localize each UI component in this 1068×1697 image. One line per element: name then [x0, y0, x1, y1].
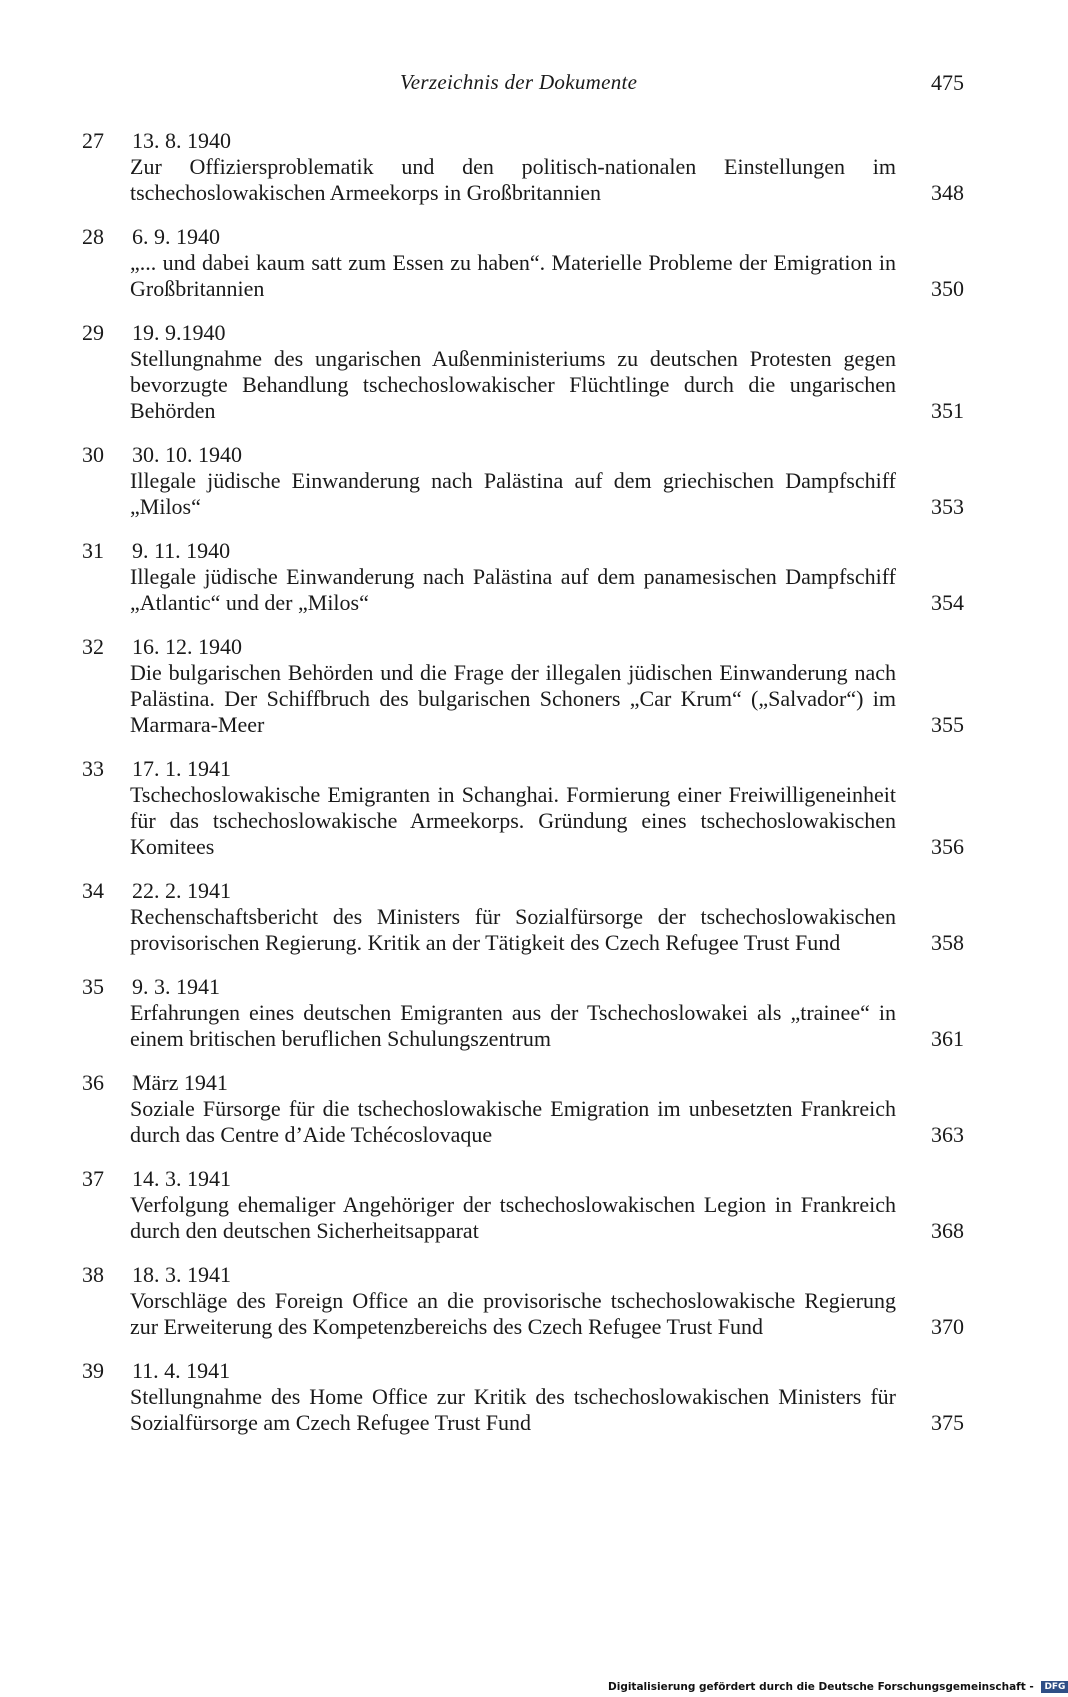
list-item — [0, 974, 1000, 1052]
entry-page: 351 — [931, 398, 964, 423]
entry-number: 37 — [82, 1166, 104, 1191]
entry-number: 31 — [82, 538, 104, 563]
entry-page: 354 — [931, 590, 964, 615]
running-head — [0, 70, 1000, 100]
list-item — [0, 756, 1000, 860]
entry-number: 38 — [82, 1262, 104, 1287]
entry-title: Die bulgarischen Behörden und die Frage der illegalen jüdischen Einwanderung nach Palästina. Der Schiffbruch des bulgarischen Schoners „Car Krum“ („Salvador“) im Marmara-Meer — [130, 660, 896, 737]
list-item — [0, 128, 1000, 206]
entry-page: 375 — [931, 1410, 964, 1435]
entry-date: 17. 1. 1941 — [132, 756, 231, 781]
entry-title: Soziale Fürsorge für die tschechoslowakische Emigration im unbesetzten Frankreich durch das Centre d’Aide Tchécoslovaque — [130, 1096, 896, 1147]
entry-title: Rechenschaftsbericht des Ministers für Sozialfürsorge der tschechoslowakischen provisorischen Regierung. Kritik an der Tätigkeit des Czech Refugee Trust Fund — [130, 904, 896, 955]
list-item — [0, 538, 1000, 616]
entry-date: 19. 9.1940 — [132, 320, 226, 345]
entry-page: 370 — [931, 1314, 964, 1339]
entry-page: 348 — [931, 180, 964, 205]
entry-number: 30 — [82, 442, 104, 467]
entry-page: 350 — [931, 276, 964, 301]
entry-page: 355 — [931, 712, 964, 737]
footer — [608, 1681, 1068, 1693]
entry-number: 29 — [82, 320, 104, 345]
entry-number: 28 — [82, 224, 104, 249]
entry-date: 13. 8. 1940 — [132, 128, 231, 153]
entry-title: Stellungnahme des Home Office zur Kritik des tschechoslowakischen Ministers für Sozialfürsorge am Czech Refugee Trust Fund — [130, 1384, 896, 1435]
entry-date: 9. 11. 1940 — [132, 538, 231, 563]
list-item — [0, 1262, 1000, 1340]
entry-date: 14. 3. 1941 — [132, 1166, 231, 1191]
page-number: 475 — [931, 70, 964, 95]
entry-date: 30. 10. 1940 — [132, 442, 242, 467]
entry-page: 353 — [931, 494, 964, 519]
list-item — [0, 224, 1000, 302]
list-item — [0, 442, 1000, 520]
list-item — [0, 320, 1000, 424]
running-title: Verzeichnis der Dokumente — [400, 70, 638, 94]
entry-title: Illegale jüdische Einwanderung nach Palästina auf dem panamesischen Dampfschiff „Atlantic“ und der „Milos“ — [130, 564, 896, 615]
entry-page: 361 — [931, 1026, 964, 1051]
entry-page: 356 — [931, 834, 964, 859]
entry-date: 9. 3. 1941 — [132, 974, 220, 999]
entry-number: 36 — [82, 1070, 104, 1095]
entry-number: 34 — [82, 878, 104, 903]
entry-number: 33 — [82, 756, 104, 781]
entry-date: 18. 3. 1941 — [132, 1262, 231, 1287]
entry-title: „... und dabei kaum satt zum Essen zu haben“. Materielle Probleme der Emigration in Großbritannien — [130, 250, 896, 301]
document-list — [0, 128, 1000, 1454]
entry-title: Verfolgung ehemaliger Angehöriger der tschechoslowakischen Legion in Frankreich durch den deutschen Sicherheitsapparat — [130, 1192, 896, 1243]
entry-title: Zur Offiziersproblematik und den politisch-nationalen Einstellungen im tschechoslowakischen Armeekorps in Großbritannien — [130, 154, 896, 205]
entry-page: 368 — [931, 1218, 964, 1243]
entry-title: Illegale jüdische Einwanderung nach Palästina auf dem griechischen Dampfschiff „Milos“ — [130, 468, 896, 519]
entry-number: 32 — [82, 634, 104, 659]
entry-date: März 1941 — [132, 1070, 228, 1095]
entry-date: 11. 4. 1941 — [132, 1358, 231, 1383]
entry-page: 363 — [931, 1122, 964, 1147]
entry-page: 358 — [931, 930, 964, 955]
entry-date: 6. 9. 1940 — [132, 224, 220, 249]
entry-date: 16. 12. 1940 — [132, 634, 242, 659]
dfg-logo-icon: DFG — [1041, 1681, 1068, 1693]
entry-title: Stellungnahme des ungarischen Außenministeriums zu deutschen Protesten gegen bevorzugte Behandlung tschechoslowakischer Flüchtlinge durch die ungarischen Behörden — [130, 346, 896, 423]
list-item — [0, 878, 1000, 956]
list-item — [0, 1166, 1000, 1244]
list-item — [0, 634, 1000, 738]
entry-number: 39 — [82, 1358, 104, 1383]
entry-title: Vorschläge des Foreign Office an die provisorische tschechoslowakische Regierung zur Erweiterung des Kompetenzbereichs des Czech Refugee Trust Fund — [130, 1288, 896, 1339]
list-item — [0, 1070, 1000, 1148]
entry-number: 27 — [82, 128, 104, 153]
entry-number: 35 — [82, 974, 104, 999]
list-item — [0, 1358, 1000, 1436]
entry-date: 22. 2. 1941 — [132, 878, 231, 903]
footer-text: Digitalisierung gefördert durch die Deutsche Forschungsgemeinschaft - — [608, 1681, 1034, 1693]
entry-title: Erfahrungen eines deutschen Emigranten aus der Tschechoslowakei als „trainee“ in einem britischen beruflichen Schulungszentrum — [130, 1000, 896, 1051]
entry-title: Tschechoslowakische Emigranten in Schanghai. Formierung einer Freiwilligeneinheit für das tschechoslowakische Armeekorps. Gründung eines tschechoslowakischen Komitees — [130, 782, 896, 859]
